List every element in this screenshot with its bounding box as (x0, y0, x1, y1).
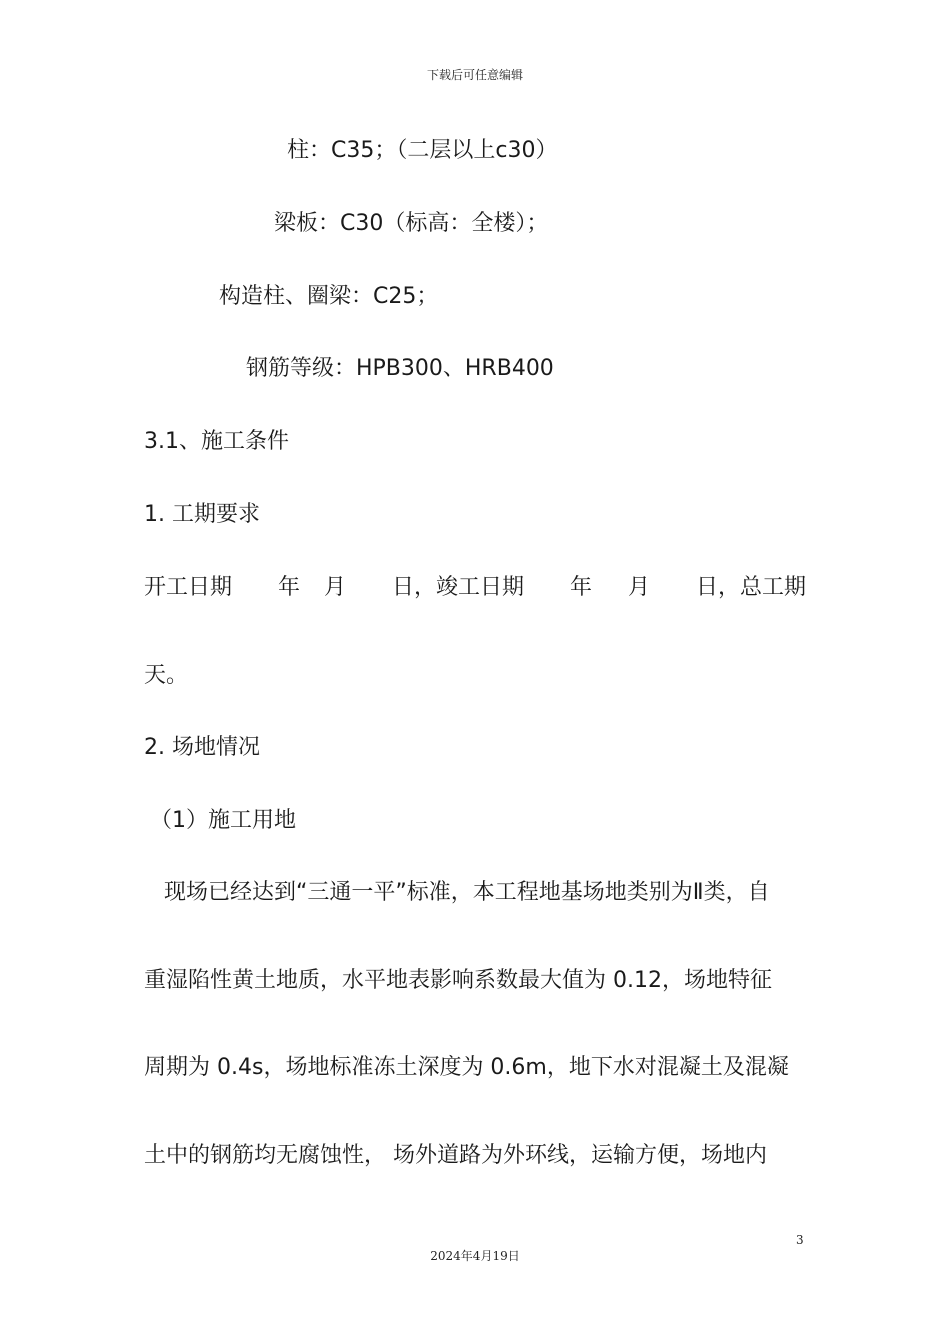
page-header-note: 下载后可任意编辑 (426, 68, 523, 82)
paragraph-line-4: 土中的钢筋均无腐蚀性， 场外道路为外环线，运输方便，场地内 (144, 1143, 767, 1168)
duration-days-unit: 天。 (144, 663, 189, 688)
paragraph-line-2: 重湿陷性黄土地质，水平地表影响系数最大值为 0.12，场地特征 (144, 968, 772, 993)
paragraph-line-3: 周期为 0.4s，场地标准冻土深度为 0.6m，地下水对混凝土及混凝 (144, 1055, 789, 1080)
start-date-label: 开工日期 (144, 575, 233, 600)
spec-rebar-grade: 钢筋等级：HPB300、HRB400 (246, 356, 554, 381)
subheading-site-conditions: 2. 场地情况 (144, 735, 260, 760)
completion-date-label: 日，竣工日期 (391, 575, 524, 600)
schedule-dates-line (144, 573, 806, 603)
subheading-construction-land: （1）施工用地 (150, 808, 296, 833)
total-duration-label: 日，总工期 (695, 575, 806, 600)
spec-structural-column-concrete: 构造柱、圈梁：C25； (219, 284, 439, 309)
start-month-label: 月 (324, 575, 347, 600)
page-number: 3 (796, 1233, 804, 1247)
start-year-label: 年 (277, 575, 300, 600)
end-year-label: 年 (569, 575, 592, 600)
spec-beam-slab-concrete: 梁板：C30（标高：全楼）； (274, 211, 549, 236)
subheading-schedule-requirement: 1. 工期要求 (144, 502, 260, 527)
spec-column-concrete: 柱：C35；（二层以上c30） (287, 138, 558, 163)
section-heading-construction-conditions: 3.1、施工条件 (144, 429, 289, 454)
end-month-label: 月 (627, 575, 650, 600)
paragraph-line-1: 现场已经达到“三通一平”标准，本工程地基场地类别为Ⅱ类，自 (164, 880, 770, 905)
footer-date: 2024年4月19日 (430, 1249, 520, 1263)
